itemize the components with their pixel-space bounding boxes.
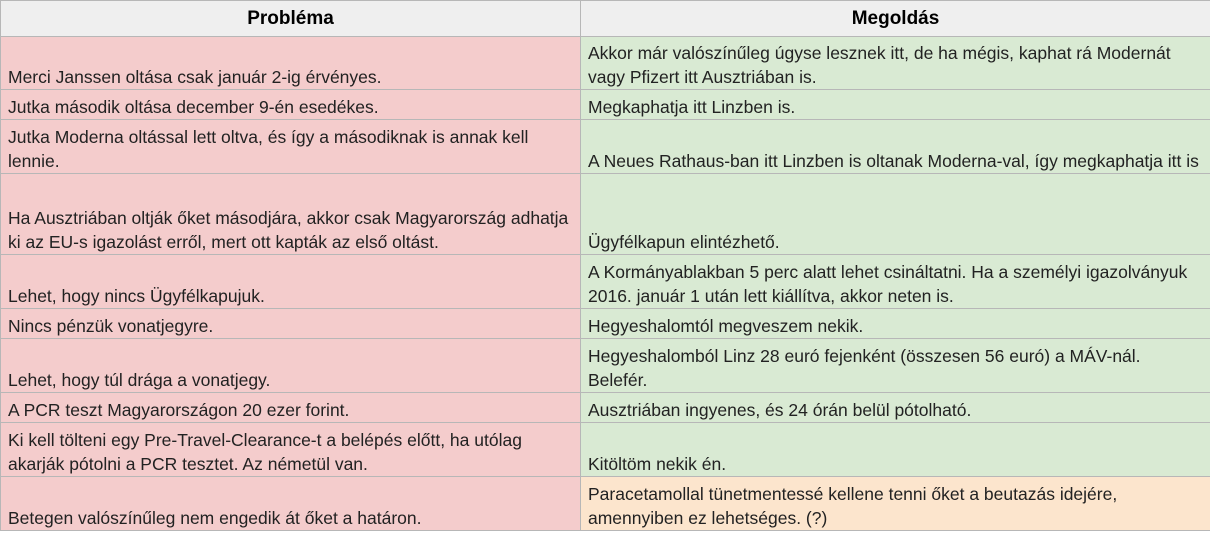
header-solution[interactable]: Megoldás — [581, 1, 1210, 37]
solution-cell[interactable]: Akkor már valószínűleg úgyse lesznek itt, de ha mégis, kaphat rá Modernát vagy Pfizert itt Ausztriában is. — [581, 37, 1210, 90]
solution-cell[interactable]: Ausztriában ingyenes, és 24 órán belül pótolható. — [581, 393, 1210, 423]
table-row — [1, 393, 1210, 423]
solution-cell[interactable]: Paracetamollal tünetmentessé kellene tenni őket a beutazás idejére, amennyiben ez lehetséges. (?) — [581, 477, 1210, 531]
solution-cell[interactable]: Hegyeshalomtól megveszem nekik. — [581, 309, 1210, 339]
problem-cell[interactable]: Jutka második oltása december 9-én esedékes. — [1, 90, 581, 120]
problem-cell[interactable]: Merci Janssen oltása csak január 2-ig érvényes. — [1, 37, 581, 90]
table-row — [1, 477, 1210, 531]
problem-cell[interactable]: Ki kell tölteni egy Pre-Travel-Clearance-t a belépés előtt, ha utólag akarják pótolni a PCR tesztet. Az németül van. — [1, 423, 581, 477]
solution-cell[interactable]: Kitöltöm nekik én. — [581, 423, 1210, 477]
table-row — [1, 174, 1210, 255]
problem-cell[interactable]: Ha Ausztriában oltják őket másodjára, akkor csak Magyarország adhatja ki az EU-s igazolást erről, mert ott kapták az első oltást. — [1, 174, 581, 255]
problem-cell[interactable]: Jutka Moderna oltással lett oltva, és így a másodiknak is annak kell lennie. — [1, 120, 581, 174]
problem-cell[interactable]: Lehet, hogy nincs Ügyfélkapujuk. — [1, 255, 581, 309]
solution-cell[interactable]: A Neues Rathaus-ban itt Linzben is oltanak Moderna-val, így megkaphatja itt is — [581, 120, 1210, 174]
table-row — [1, 120, 1210, 174]
table-row — [1, 37, 1210, 90]
solution-cell[interactable]: Ügyfélkapun elintézhető. — [581, 174, 1210, 255]
table-row — [1, 255, 1210, 309]
problem-cell[interactable]: A PCR teszt Magyarországon 20 ezer forint. — [1, 393, 581, 423]
solution-cell[interactable]: A Kormányablakban 5 perc alatt lehet csináltatni. Ha a személyi igazolványuk 2016. január 1 után lett kiállítva, akkor neten is. — [581, 255, 1210, 309]
table-row — [1, 339, 1210, 393]
problem-cell[interactable]: Nincs pénzük vonatjegyre. — [1, 309, 581, 339]
header-row — [1, 1, 1210, 37]
problem-cell[interactable]: Betegen valószínűleg nem engedik át őket a határon. — [1, 477, 581, 531]
table-row — [1, 90, 1210, 120]
solution-cell[interactable]: Megkaphatja itt Linzben is. — [581, 90, 1210, 120]
solution-cell[interactable]: Hegyeshalomból Linz 28 euró fejenként (összesen 56 euró) a MÁV-nál. Belefér. — [581, 339, 1210, 393]
table-row — [1, 423, 1210, 477]
table-row — [1, 309, 1210, 339]
problem-cell[interactable]: Lehet, hogy túl drága a vonatjegy. — [1, 339, 581, 393]
header-problem[interactable]: Probléma — [1, 1, 581, 37]
